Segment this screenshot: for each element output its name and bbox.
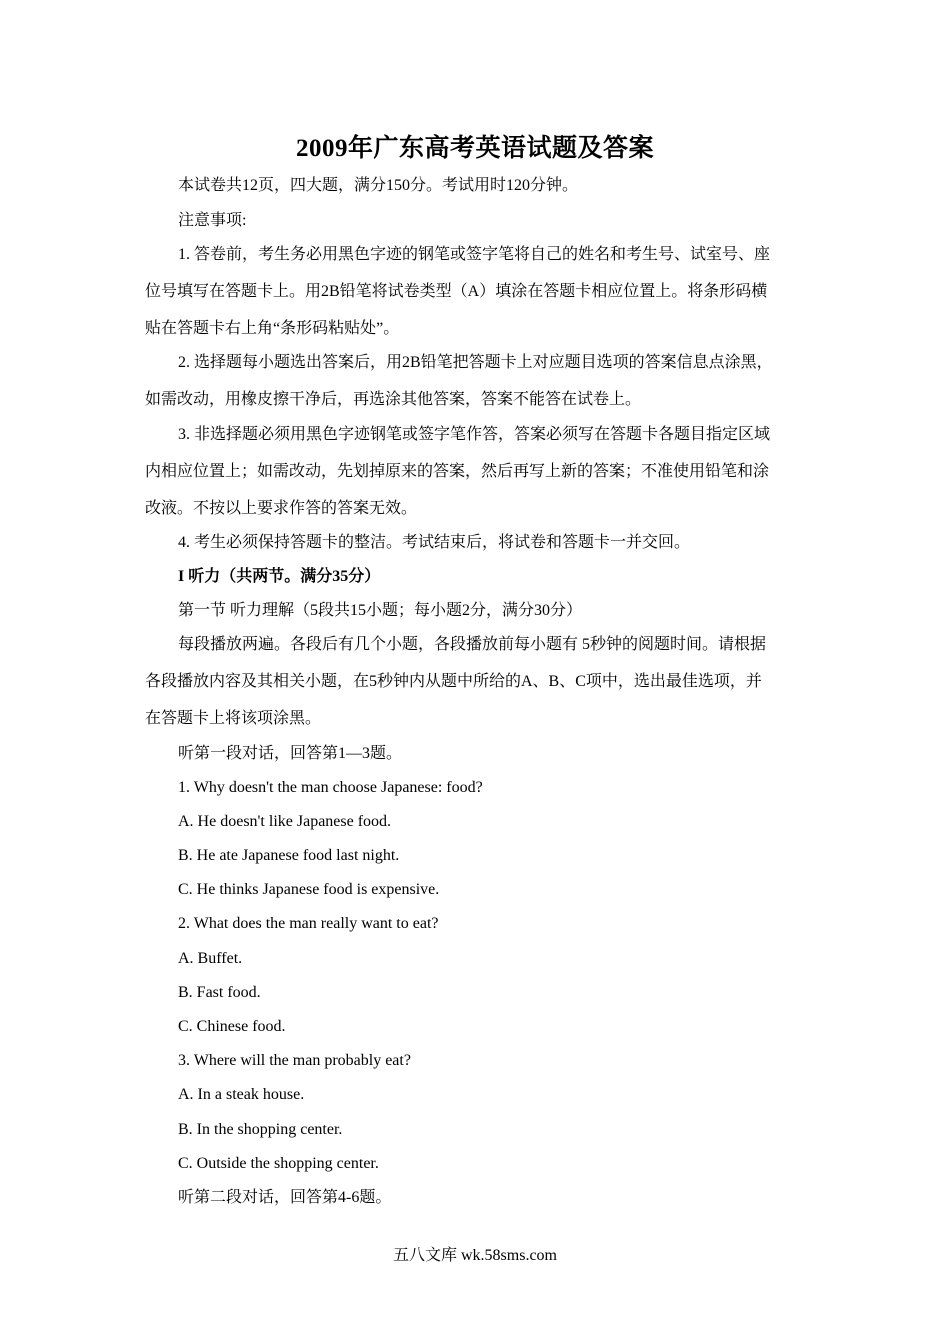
note-1-line-1: 1. 答卷前，考生务必用黑色字迹的钢笔或签字笔将自己的姓名和考生号、试室号、座 <box>178 246 771 263</box>
instructions-line-2: 各段播放内容及其相关小题，在5秒钟内从题中所给的A、B、C项中，选出最佳选项，并 <box>145 673 762 690</box>
document-title: 2009年广东高考英语试题及答案 <box>295 135 654 162</box>
note-1-line-2: 位号填写在答题卡上。用2B铅笔将试卷类型（A）填涂在答题卡相应位置上。将条形码横 <box>145 283 768 300</box>
question-2-option-a: A. Buffet. <box>178 950 243 967</box>
section-heading: I 听力（共两节。满分35分） <box>178 568 381 585</box>
question-3-option-c: C. Outside the shopping center. <box>178 1155 379 1172</box>
question-1-option-a: A. He doesn't like Japanese food. <box>178 813 392 830</box>
dialogue-2-prompt: 听第二段对话，回答第4-6题。 <box>178 1189 392 1206</box>
question-1: 1. Why doesn't the man choose Japanese: food? <box>178 779 483 796</box>
question-1-option-b: B. He ate Japanese food last night. <box>178 847 400 864</box>
question-2-option-b: B. Fast food. <box>178 984 261 1001</box>
note-2-line-2: 如需改动，用橡皮擦干净后，再选涂其他答案，答案不能答在试卷上。 <box>145 391 642 408</box>
exam-intro: 本试卷共12页，四大题，满分150分。考试用时120分钟。 <box>178 177 579 194</box>
question-3: 3. Where will the man probably eat? <box>178 1052 411 1069</box>
note-4-line-1: 4. 考生必须保持答题卡的整洁。考试结束后，将试卷和答题卡一并交回。 <box>178 534 691 551</box>
question-2-option-c: C. Chinese food. <box>178 1018 286 1035</box>
note-3-line-3: 改液。不按以上要求作答的答案无效。 <box>145 500 418 517</box>
instructions-line-3: 在答题卡上将该项涂黑。 <box>145 710 322 727</box>
note-1-line-3: 贴在答题卡右上角“条形码粘贴处”。 <box>145 320 400 337</box>
instructions-line-1: 每段播放两遍。各段后有几个小题，各段播放前每小题有 5秒钟的阅题时间。请根据 <box>178 636 767 653</box>
part-1-heading: 第一节 听力理解（5段共15小题；每小题2分，满分30分） <box>178 602 583 619</box>
page-footer: 五八文库 wk.58sms.com <box>392 1247 557 1264</box>
question-3-option-a: A. In a steak house. <box>178 1086 305 1103</box>
note-3-line-2: 内相应位置上；如需改动，先划掉原来的答案，然后再写上新的答案；不准使用铅笔和涂 <box>145 463 770 480</box>
dialogue-1-prompt: 听第一段对话，回答第1—3题。 <box>178 745 403 762</box>
note-3-line-1: 3. 非选择题必须用黑色字迹钢笔或签字笔作答，答案必须写在答题卡各题目指定区域 <box>178 426 771 443</box>
question-1-option-c: C. He thinks Japanese food is expensive. <box>178 881 440 898</box>
question-2: 2. What does the man really want to eat? <box>178 915 439 932</box>
notice-heading: 注意事项: <box>178 212 247 229</box>
question-3-option-b: B. In the shopping center. <box>178 1121 343 1138</box>
note-2-line-1: 2. 选择题每小题选出答案后，用2B铅笔把答题卡上对应题目选项的答案信息点涂黑， <box>178 354 773 371</box>
